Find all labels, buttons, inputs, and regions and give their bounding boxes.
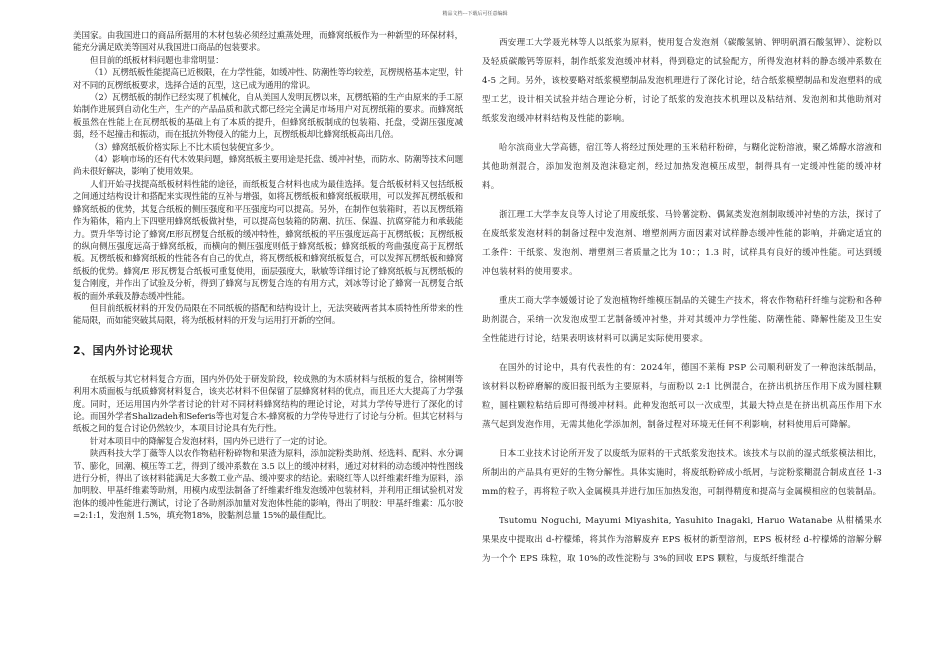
paragraph: 陕西科技大学丁薇等人以农作物秸秆粉碎物和果渣为原料，添加淀粉类助剂、烃选料、配料、水分调节、膨化，回潮、模压等工艺，得到了缓冲系数在 3.5 以上的缓冲材料，通过对材料的动态缓冲特性图线进行分析，得出了该材料能满足大多数工业产品、缓冲要求的结论。索晓红等人以纤维素纤维为原料，添加明胶、甲基纤维素等助剂，用模内成型法制备了纤维素纤维发泡缓冲包装材料，并利用正细试验机对发泡体的缓冲性能进行测试，讨论了各助剂添加量对发泡体性能的影响，得出了明胶：甲基纤维素：瓜尔胶=2:1:1，发泡剂 1.5%，填充物18%，胶黏剂总量 15%的最佳配比。 [73,449,463,522]
page-header: 精品文档---下载后可任意编辑 [442,11,508,17]
paragraph: 在纸板与其它材料复合方面，国内外仍处于研发阶段，较成熟的为木质材料与纸板的复合，徐树刚等利用木质面板与纸质蜂窝材料复合，该夹芯材料不但保留了层蜂窝材料的优点，而且还大大提高了力学强度。同时，还运用国内外学者讨论的针对不同材料蜂窝结构的理论讨论，对其力学传导进行了深化的讨论。而国外学者Shalizadeh和Seferis等也对复合木-蜂窝板的力学传导进行了讨论与分析。但其它材料与纸板之间的复合讨论仍然较少，本项目讨论具有先行性。 [73,374,463,435]
paragraph: （2）瓦楞纸板的制作已经实现了机械化，自从美国人发明瓦楞以来，瓦楞纸箱的生产由原来的手工原始制作进展到自动化生产，生产的产品品质和款式都已经完全满足市场用户对瓦楞纸箱的要求。而蜂窝纸板虽然在性能上在瓦楞纸板的基础上有了本质的提升，但蜂窝纸板制成的包装箱、托盘，受湖压强度减弱，经不起撞击和振动，而在抵抗外物侵入的能力上，瓦楞纸板却比蜂窝纸板高出几倍。 [73,93,463,141]
paragraph: 重庆工商大学李媛媛讨论了发泡植物纤维模压制品的关键生产技术，将农作物秸秆纤维与淀粉和各种助剂混合，采纳一次发泡成型工艺制备缓冲衬垫，并对其缓冲力学性能、防潮性能、降解性能及卫生安全性能进行讨论，结果表明该材料可以满足实际使用要求。 [482,296,882,344]
paragraph: 针对本项目中的降解复合发泡材料，国内外已进行了一定的讨论。 [90,436,333,447]
paragraph: 美国家。由我国进口的商品所据用的木材包装必须经过熏蒸处理，而蜂窝纸板作为一种新型的环保材料，能充分满足欧美等国对从我国进口商品的包装要求。 [73,31,463,54]
paragraph: （4）影响市场的还有代木效果问题，蜂窝纸板主要用途是托盘、缓冲衬垫，而防水、防潮等技术问题尚未很好解决，影响了使用效果。 [73,155,463,178]
section-heading: 2、国内外讨论现状 [73,343,174,357]
paragraph: 西安理工大学聂光林等人以纸浆为原料，使用复合发泡剂（碳酸氢钠、钾明矾酒石酸氢钾）、淀粉以及轻质碳酸钙等原料，制作纸浆发泡缓冲材料，得到稳定的试验配方，所得发泡材料的静态缓冲系数在 4-5 之间。另外，该校要略对纸浆模塑制品发泡机理进行了深化讨论，结合纸浆模塑制品和发泡塑料的成型工艺，设计相关试验并结合理论分析，讨论了纸浆的发泡技术机理以及粘结剂、发泡剂和其他助剂对纸浆发泡缓冲材料结构及性能的影响。 [482,38,882,124]
paragraph: 哈尔滨商业大学高德，宿江等人将经过预处理的玉米秸秆粉碎，与糊化淀粉溶液，聚乙烯醇水溶液和其他助剂混合，添加发泡剂及泡沫稳定剂，经过加热发泡模压成型，制得具有一定缓冲性能的缓冲材料。 [482,143,882,191]
paragraph: 日本工业技术讨论所开发了以废纸为原料的干式纸浆发泡技术。该技术与以前的湿式纸浆模法相比，所制出的产品具有更好的生物分解性。具体实施时，将废纸粉碎成小纸屑，与淀粉浆糊混合制成直径 1-3 mm的粒子，再将粒子吹入金属模具并进行加压加热发泡，可制得精度和提高与金属模相应的包装制品。 [482,449,882,497]
right-text-block [482,34,882,569]
paragraph: Tsutomu Noguchi, Mayumi Miyashita, Yasuhito Inagaki, Haruo Watanabe 从柑橘果水果果皮中提取出 d-柠檬烯，将其作为溶解废弃 EPS 板材的新型溶剂，EPS 板材经 d-柠檬烯的溶解分解为一个个 EPS 珠粒，取 10%的改性淀粉与 3%的回收 EPS 颗粒，与废纸纤维混合 [482,516,882,564]
left-text-block-2 [73,374,463,523]
paragraph: 在国外的讨论中，具有代表性的有：2024年，德国不莱梅 PSP 公司顺利研发了一种泡沫纸制品，该材料以粉碎磨解的废旧报刊纸为主要原料，与面粉以 2:1 比例混合，在挤出机挤压作用下成为圆柱颗粒，圆柱颗粒粘结后即可得缓冲材料。此种发泡纸可以一次成型，其最大特点是在挤出机高压作用下水蒸气起到发泡作用，无需其他化学添加剂，制备过程对环境无任何不利影响，材料使用后可降解。 [482,363,882,430]
paragraph: 浙江理工大学李友良等人讨论了用废纸浆、马铃薯淀粉、偶氮类发泡剂制取缓冲衬垫的方法，探讨了在废纸浆发泡材料的制备过程中发泡剂、增塑剂两方面因素对试样静态缓冲性能的影响，并确定适宜的工条件：干纸浆、发泡剂、增塑剂三者质量之比为 10：；1.3 时，试样具有良好的缓冲性能。可达到缓冲包装材料的使用要求。 [482,210,882,277]
right-column [482,34,882,579]
left-column [73,30,463,523]
paragraph: 人们开始寻找提高纸板材料性能的途径，而纸板复合材料也成为最佳选择。复合纸板材料又包括纸板之间通过结构设计和搭配来实现性能的互补与增强，如将瓦楞纸板和蜂窝纸板联用，可以发挥瓦楞纸板和蜂窝纸板的优势，其复合纸板的侧压强度和平压强度均可以提高。另外，在制作包装箱时，若以瓦楞纸箱作为箱体，箱内上下四壁用蜂窝纸板做衬垫，可以提高包装箱的防潮、抗压、保温、抗腐穿能力和承载能力。贾升华等讨论了蜂窝/E形瓦楞复合纸板的缓冲特性，蜂窝纸板的平压强度远高于瓦楞纸板；瓦楞纸板的纵向侧压强度远高于蜂窝纸板，而横向的侧压强度则低于蜂窝纸板；蜂窝纸板的弯曲强度高于瓦楞纸板。瓦楞纸板和蜂窝纸板的性能各有自己的优点，将瓦楞纸板和蜂窝纸板复合，可以发挥瓦楞纸板和蜂窝纸板的优势。蜂窝/E 形瓦楞复合纸板可重复使用，面层强度大，耿敏等详细讨论了蜂窝纸板与瓦楞纸板的复合刚度，并作出了试验及分析，得到了蜂窝与瓦楞复合连的有用方式，刘冰等讨论了蜂窝一瓦楞复合纸板的面外承载及静态缓冲性能。 [73,179,463,302]
paragraph: 但目前纸板材料的开发仍局限在不同纸板的搭配和结构设计上，无法突破两者其本质特性所带来的性能局限，而如能突破其局限，将为纸板材料的开发与运用打开新的空间。 [73,303,463,327]
paragraph: （1）瓦楞纸板性能提高已近极限，在力学性能，如缓冲性、防潮性等均较差，瓦楞规格基本定型，针对不同的瓦楞纸板要求，选择合适的瓦型，这已成为通用的常识。 [73,68,463,91]
left-text-block-1 [73,30,463,328]
paragraph: （3）蜂窝纸板价格实际上不比木质包装便宜多少。 [90,142,279,153]
paragraph: 但目前的纸板材料问题也非常明显： [90,55,224,66]
